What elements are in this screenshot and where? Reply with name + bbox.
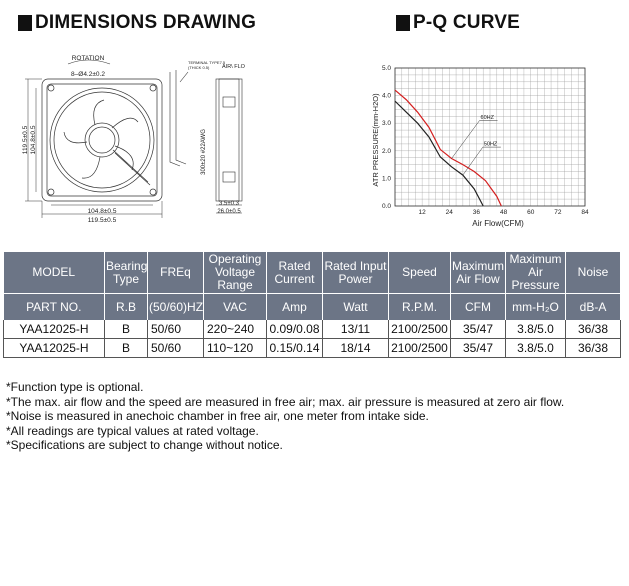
header-cell: Noise bbox=[566, 252, 621, 294]
table-cell: 0.15/0.14 bbox=[267, 339, 323, 358]
header-cell: Maximum Air Pressure bbox=[506, 252, 566, 294]
series-leader-line bbox=[452, 121, 480, 159]
table-cell: 50/60 bbox=[148, 339, 204, 358]
table-cell: 3.8/5.0 bbox=[506, 320, 566, 339]
table-cell: 0.09/0.08 bbox=[267, 320, 323, 339]
x-tick-label: 72 bbox=[554, 209, 562, 216]
airflow-label: AIR\ FLO bbox=[222, 64, 245, 70]
dimensions-title-text: DIMENSIONS DRAWING bbox=[35, 12, 257, 33]
header-cell: Rated Input Power bbox=[323, 252, 389, 294]
footnote: *Noise is measured in anechoic chamber in free air, one meter from intake side. bbox=[6, 409, 429, 423]
holes-label: 8–Ø4.2±0.2 bbox=[71, 71, 105, 78]
y-tick-label: 3.0 bbox=[381, 120, 391, 128]
unit-cell: CFM bbox=[451, 294, 506, 321]
unit-cell: R.P.M. bbox=[389, 294, 451, 321]
y-tick-label: 1.0 bbox=[381, 175, 391, 183]
header-cell: Rated Current bbox=[267, 252, 323, 294]
depth-b-label: 26.0±0.5 bbox=[217, 209, 241, 215]
fan-side-view bbox=[216, 79, 242, 213]
table-header-row bbox=[4, 252, 621, 294]
table-cell: 220~240 bbox=[204, 320, 267, 339]
y-tick-label: 5.0 bbox=[381, 65, 391, 72]
footnote: *The max. air flow and the speed are measured in free air; max. air pressure is measured at zero air flow. bbox=[6, 394, 565, 409]
header-cell: MODEL bbox=[4, 252, 105, 294]
table-units-row bbox=[4, 294, 621, 321]
table-row bbox=[4, 339, 621, 358]
table-cell: 110~120 bbox=[204, 339, 267, 358]
wire-label: 300±20 #22AWG bbox=[201, 129, 207, 175]
unit-cell: Watt bbox=[323, 294, 389, 321]
pq-curve-title bbox=[396, 12, 520, 34]
chart-grid bbox=[395, 68, 585, 206]
table-cell: YAA12025-H bbox=[4, 320, 105, 339]
table-cell: 36/38 bbox=[566, 339, 621, 358]
chart-xlabel: Air Flow(CFM) bbox=[472, 219, 524, 228]
fan-dimensions-drawing bbox=[20, 42, 255, 232]
y-tick-label: 2.0 bbox=[381, 147, 391, 155]
terminal-label: TERMINAL TYPE7.5 bbox=[188, 60, 226, 65]
header-cell: FREq bbox=[148, 252, 204, 294]
rotation-label: ROTATION bbox=[71, 55, 105, 62]
unit-cell: mm-H₂O bbox=[506, 294, 566, 321]
x-tick-label: 12 bbox=[418, 209, 426, 216]
x-tick-label: 24 bbox=[445, 209, 453, 216]
table-cell: 35/47 bbox=[451, 339, 506, 358]
square-bullet-icon bbox=[18, 15, 32, 31]
table-cell: B bbox=[105, 320, 148, 339]
unit-cell: VAC bbox=[204, 294, 267, 321]
inner-height-label: 104.8±0.5 bbox=[30, 125, 37, 155]
lead-wire bbox=[170, 70, 188, 166]
footnote: *All readings are typical values at rated voltage. bbox=[6, 423, 259, 438]
square-bullet-icon bbox=[396, 15, 410, 31]
outer-height-label: 119.5±0.5 bbox=[22, 125, 29, 155]
y-tick-label: 4.0 bbox=[381, 92, 391, 100]
series-label: 60HZ bbox=[480, 115, 495, 122]
chart-series bbox=[395, 90, 501, 206]
footnote: *Specifications are subject to change without notice. bbox=[6, 438, 283, 452]
series-line-60hz bbox=[395, 90, 501, 206]
series-label: 50HZ bbox=[483, 141, 498, 148]
table-cell: 3.8/5.0 bbox=[506, 339, 566, 358]
header-cell: Maximum Air Flow bbox=[451, 252, 506, 294]
fan-front-view bbox=[42, 79, 162, 201]
x-tick-label: 60 bbox=[527, 209, 535, 216]
table-row bbox=[4, 320, 621, 339]
unit-cell: R.B bbox=[105, 294, 148, 321]
table-cell: 50/60 bbox=[148, 320, 204, 339]
table-cell: YAA12025-H bbox=[4, 339, 105, 358]
table-cell: 2100/2500 bbox=[389, 339, 451, 358]
series-line-50hz bbox=[395, 101, 483, 206]
inner-width-label: 104.8±0.5 bbox=[87, 208, 117, 215]
table-cell: 18/14 bbox=[323, 339, 389, 358]
y-tick-label: 0.0 bbox=[381, 203, 391, 210]
unit-cell: PART NO. bbox=[4, 294, 105, 321]
header-cell: Speed bbox=[389, 252, 451, 294]
chart-ylabel: ATR PRESSURE(mm-H2O) bbox=[371, 93, 380, 187]
spec-table bbox=[3, 252, 621, 358]
x-tick-label: 48 bbox=[499, 209, 508, 216]
table-cell: 13/11 bbox=[323, 320, 389, 339]
footnote: *Function type is optional. bbox=[6, 380, 144, 394]
dimensions-drawing-title bbox=[18, 12, 256, 34]
header-cell: Operating Voltage Range bbox=[204, 252, 267, 294]
unit-cell: (50/60)HZ bbox=[148, 294, 204, 321]
terminal-thick-label: (THICK 0.5) bbox=[188, 65, 210, 70]
outer-width-label: 119.5±0.5 bbox=[87, 217, 117, 224]
depth-a-label: 3.5±0.3 bbox=[219, 201, 239, 207]
pq-curve-chart bbox=[360, 60, 600, 232]
unit-cell: Amp bbox=[267, 294, 323, 321]
header-cell: Bearing Type bbox=[105, 252, 148, 294]
unit-cell: dB-A bbox=[566, 294, 621, 321]
pq-title-text: P-Q CURVE bbox=[413, 12, 521, 33]
table-cell: 2100/2500 bbox=[389, 320, 451, 339]
x-tick-label: 84 bbox=[581, 209, 589, 216]
x-tick-label: 36 bbox=[472, 209, 481, 216]
footnotes bbox=[6, 380, 564, 453]
table-cell: 36/38 bbox=[566, 320, 621, 339]
table-cell: B bbox=[105, 339, 148, 358]
table-cell: 35/47 bbox=[451, 320, 506, 339]
